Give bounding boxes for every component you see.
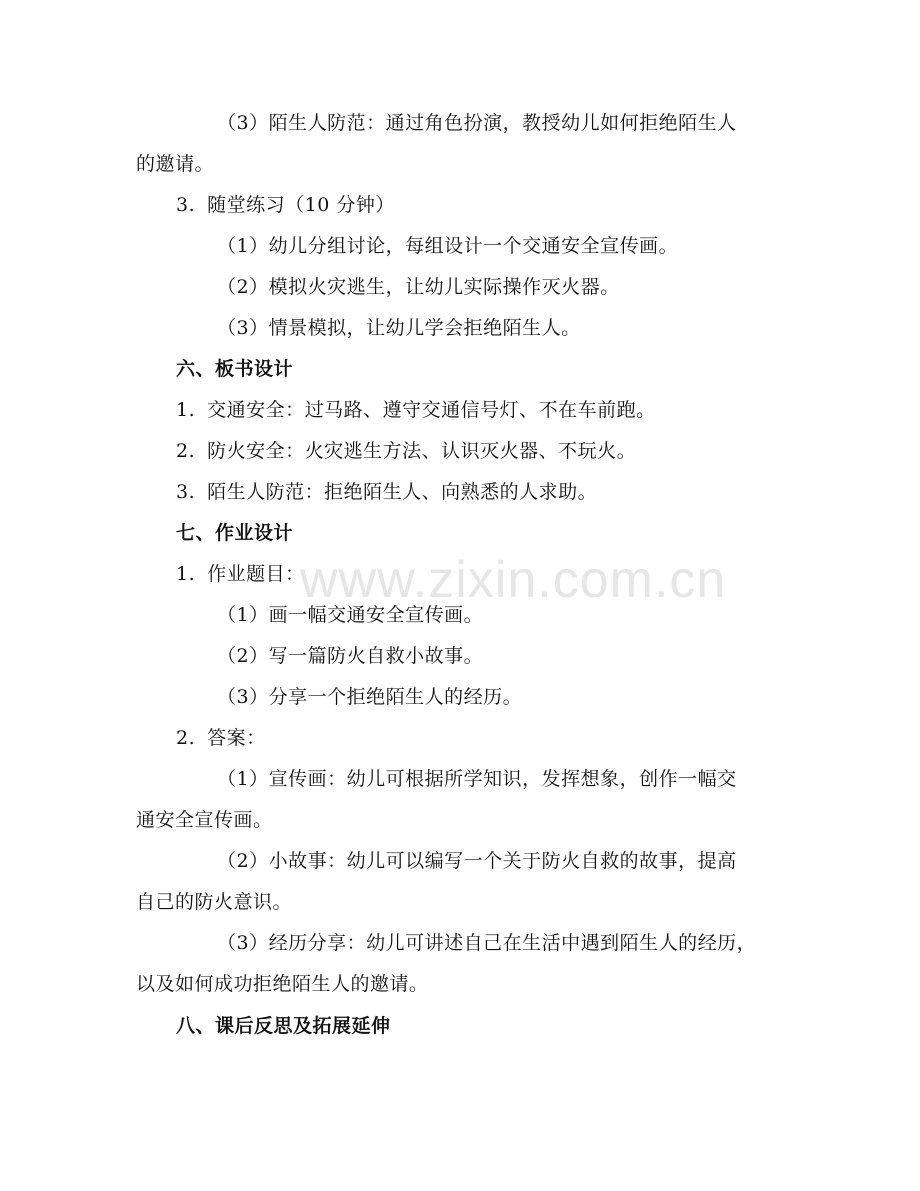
list-number: 1. [176,563,196,585]
answer-2: （2）小故事：幼儿可以编写一个关于防火自救的故事，提高 [217,850,737,872]
list-number: 3. [176,194,196,216]
answer-3-cont: 以及如何成功拒绝陌生人的邀请。 [136,973,429,995]
list-number: 2. [176,727,196,749]
list-number: 2. [176,440,196,462]
homework-topic-2: （2）写一篇防火自救小故事。 [217,645,484,667]
board-item-3-text: 陌生人防范：拒绝陌生人、向熟悉的人求助。 [207,481,598,503]
practice-item-1: （1）幼儿分组讨论，每组设计一个交通安全宣传画。 [217,235,679,257]
board-item-3 [176,480,597,504]
heading-homework-design: 七、作业设计 [176,522,294,544]
practice-item-2: （2）模拟火灾逃生，让幼儿实际操作灭火器。 [217,276,620,298]
answer-1-cont: 通安全宣传画。 [136,809,273,831]
section-practice [176,193,395,217]
practice-item-3: （3）情景模拟，让幼儿学会拒绝陌生人。 [217,317,581,339]
answer-1: （1）宣传画：幼儿可根据所学知识，发挥想象，创作一幅交 [217,768,737,790]
answer-2-cont: 自己的防火意识。 [136,891,293,913]
section-practice-title: 随堂练习（10 分钟） [207,194,395,216]
list-number: 3. [176,481,196,503]
homework-topics-title: 作业题目： [207,563,305,585]
homework-answers [176,726,266,750]
paragraph-stranger-defense: （3）陌生人防范：通过角色扮演，教授幼儿如何拒绝陌生人 [217,112,737,134]
homework-topic-3: （3）分享一个拒绝陌生人的经历。 [217,686,523,708]
board-item-2-text: 防火安全：火灾逃生方法、认识灭火器、不玩火。 [207,440,637,462]
homework-topic-1: （1）画一幅交通安全宣传画。 [217,604,484,626]
homework-answers-title: 答案： [207,727,266,749]
board-item-1 [176,398,656,422]
board-item-2 [176,439,636,463]
board-item-1-text: 交通安全：过马路、遵守交通信号灯、不在车前跑。 [207,399,656,421]
answer-3: （3）经历分享：幼儿可讲述自己在生活中遇到陌生人的经历， [217,932,757,954]
heading-reflection: 八、课后反思及拓展延伸 [176,1015,391,1037]
paragraph-stranger-defense-cont: 的邀请。 [136,153,215,175]
heading-board-design: 六、板书设计 [176,358,294,380]
homework-topics [176,562,305,586]
list-number: 1. [176,399,196,421]
watermark: www.zixin.com.cn [300,551,727,609]
